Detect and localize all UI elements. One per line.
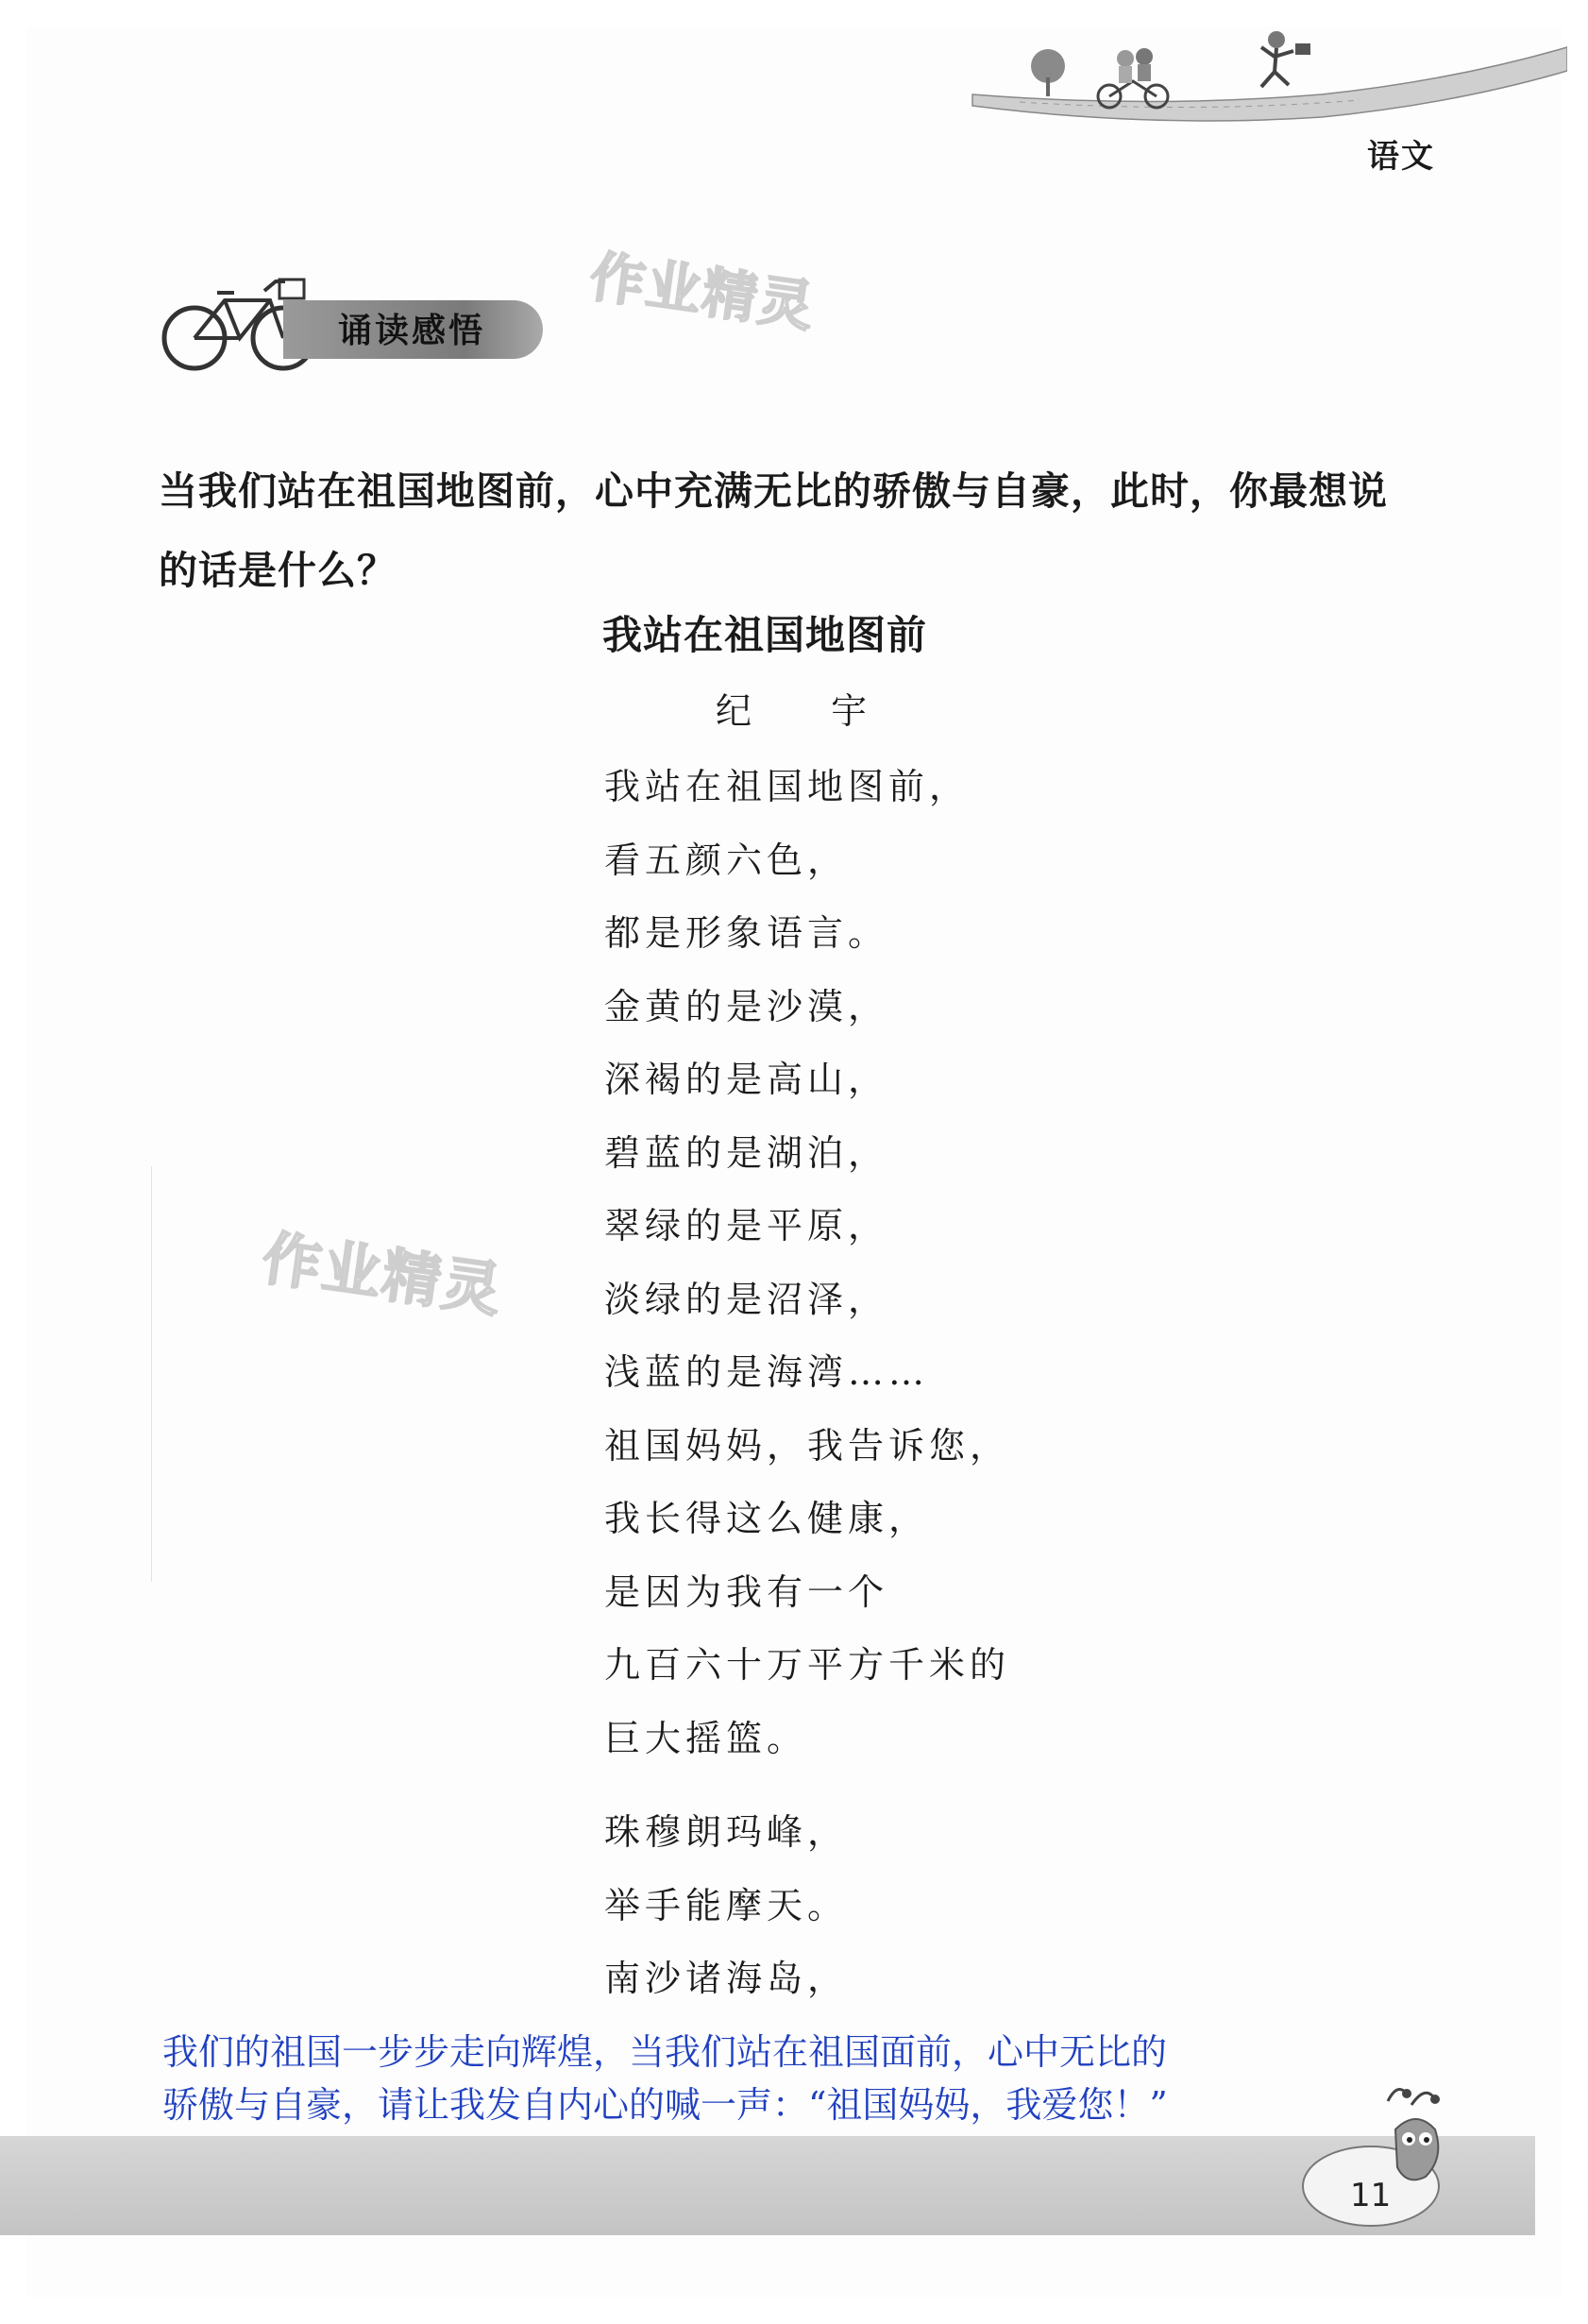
- poem-line: 翠绿的是平原，: [604, 1205, 889, 1247]
- poem-line: 看五颜六色，: [604, 839, 849, 881]
- watermark: 作业精灵: [258, 1223, 508, 1326]
- poem-line: 九百六十万平方千米的: [604, 1644, 1011, 1686]
- poem-line: 珠穆朗玛峰，: [604, 1811, 849, 1853]
- poem-line: 巨大摇篮。: [604, 1717, 808, 1759]
- page-number: 11: [1350, 2177, 1392, 2214]
- tree-icon: [1031, 49, 1065, 96]
- poem-line: 是因为我有一个: [604, 1570, 889, 1613]
- poem-line: 金黄的是沙漠，: [604, 985, 889, 1027]
- poem-line: 碧蓝的是湖泊，: [604, 1131, 889, 1174]
- poem-line: 淡绿的是沼泽，: [604, 1278, 889, 1320]
- watermark: 作业精灵: [585, 244, 819, 340]
- poem-line: 举手能摩天。: [604, 1884, 849, 1926]
- header-illustration: [963, 19, 1567, 132]
- poem-body: [604, 751, 1265, 2016]
- poem-line: 深褐的是高山，: [604, 1059, 889, 1100]
- comment-line: 我们的祖国一步步走向辉煌，当我们站在祖国面前，心中无比的: [162, 2031, 1168, 2073]
- section-title: 诵读感悟: [338, 312, 486, 350]
- comment-line: 骄傲与自豪，请让我发自内心的喊一声：“祖国妈妈，我爱您！”: [162, 2084, 1168, 2126]
- kids-on-bike-icon: [1098, 48, 1168, 108]
- subject-label: 语文: [1367, 138, 1435, 176]
- poem-line: 我站在祖国地图前，: [604, 766, 971, 807]
- poem-line: 南沙诸海岛，: [604, 1958, 849, 1999]
- poem-line: 都是形象语言。: [604, 912, 889, 954]
- poem-line: 我长得这么健康，: [604, 1498, 930, 1539]
- question-text: 当我们站在祖国地图前，心中充满无比的骄傲与自豪，此时，你最想说的话是什么？: [159, 468, 1388, 593]
- teacher-comment: [162, 2026, 1343, 2131]
- running-kid-icon: [1261, 31, 1310, 87]
- poem-line: 祖国妈妈，我告诉您，: [604, 1424, 1011, 1467]
- poem-line: 浅蓝的是海湾……: [604, 1351, 930, 1393]
- poem-title: 我站在祖国地图前: [602, 612, 928, 658]
- margin-line: [151, 1166, 152, 1582]
- poem-author: 纪 宇: [716, 690, 902, 732]
- stanza-gap: [604, 1775, 1265, 1796]
